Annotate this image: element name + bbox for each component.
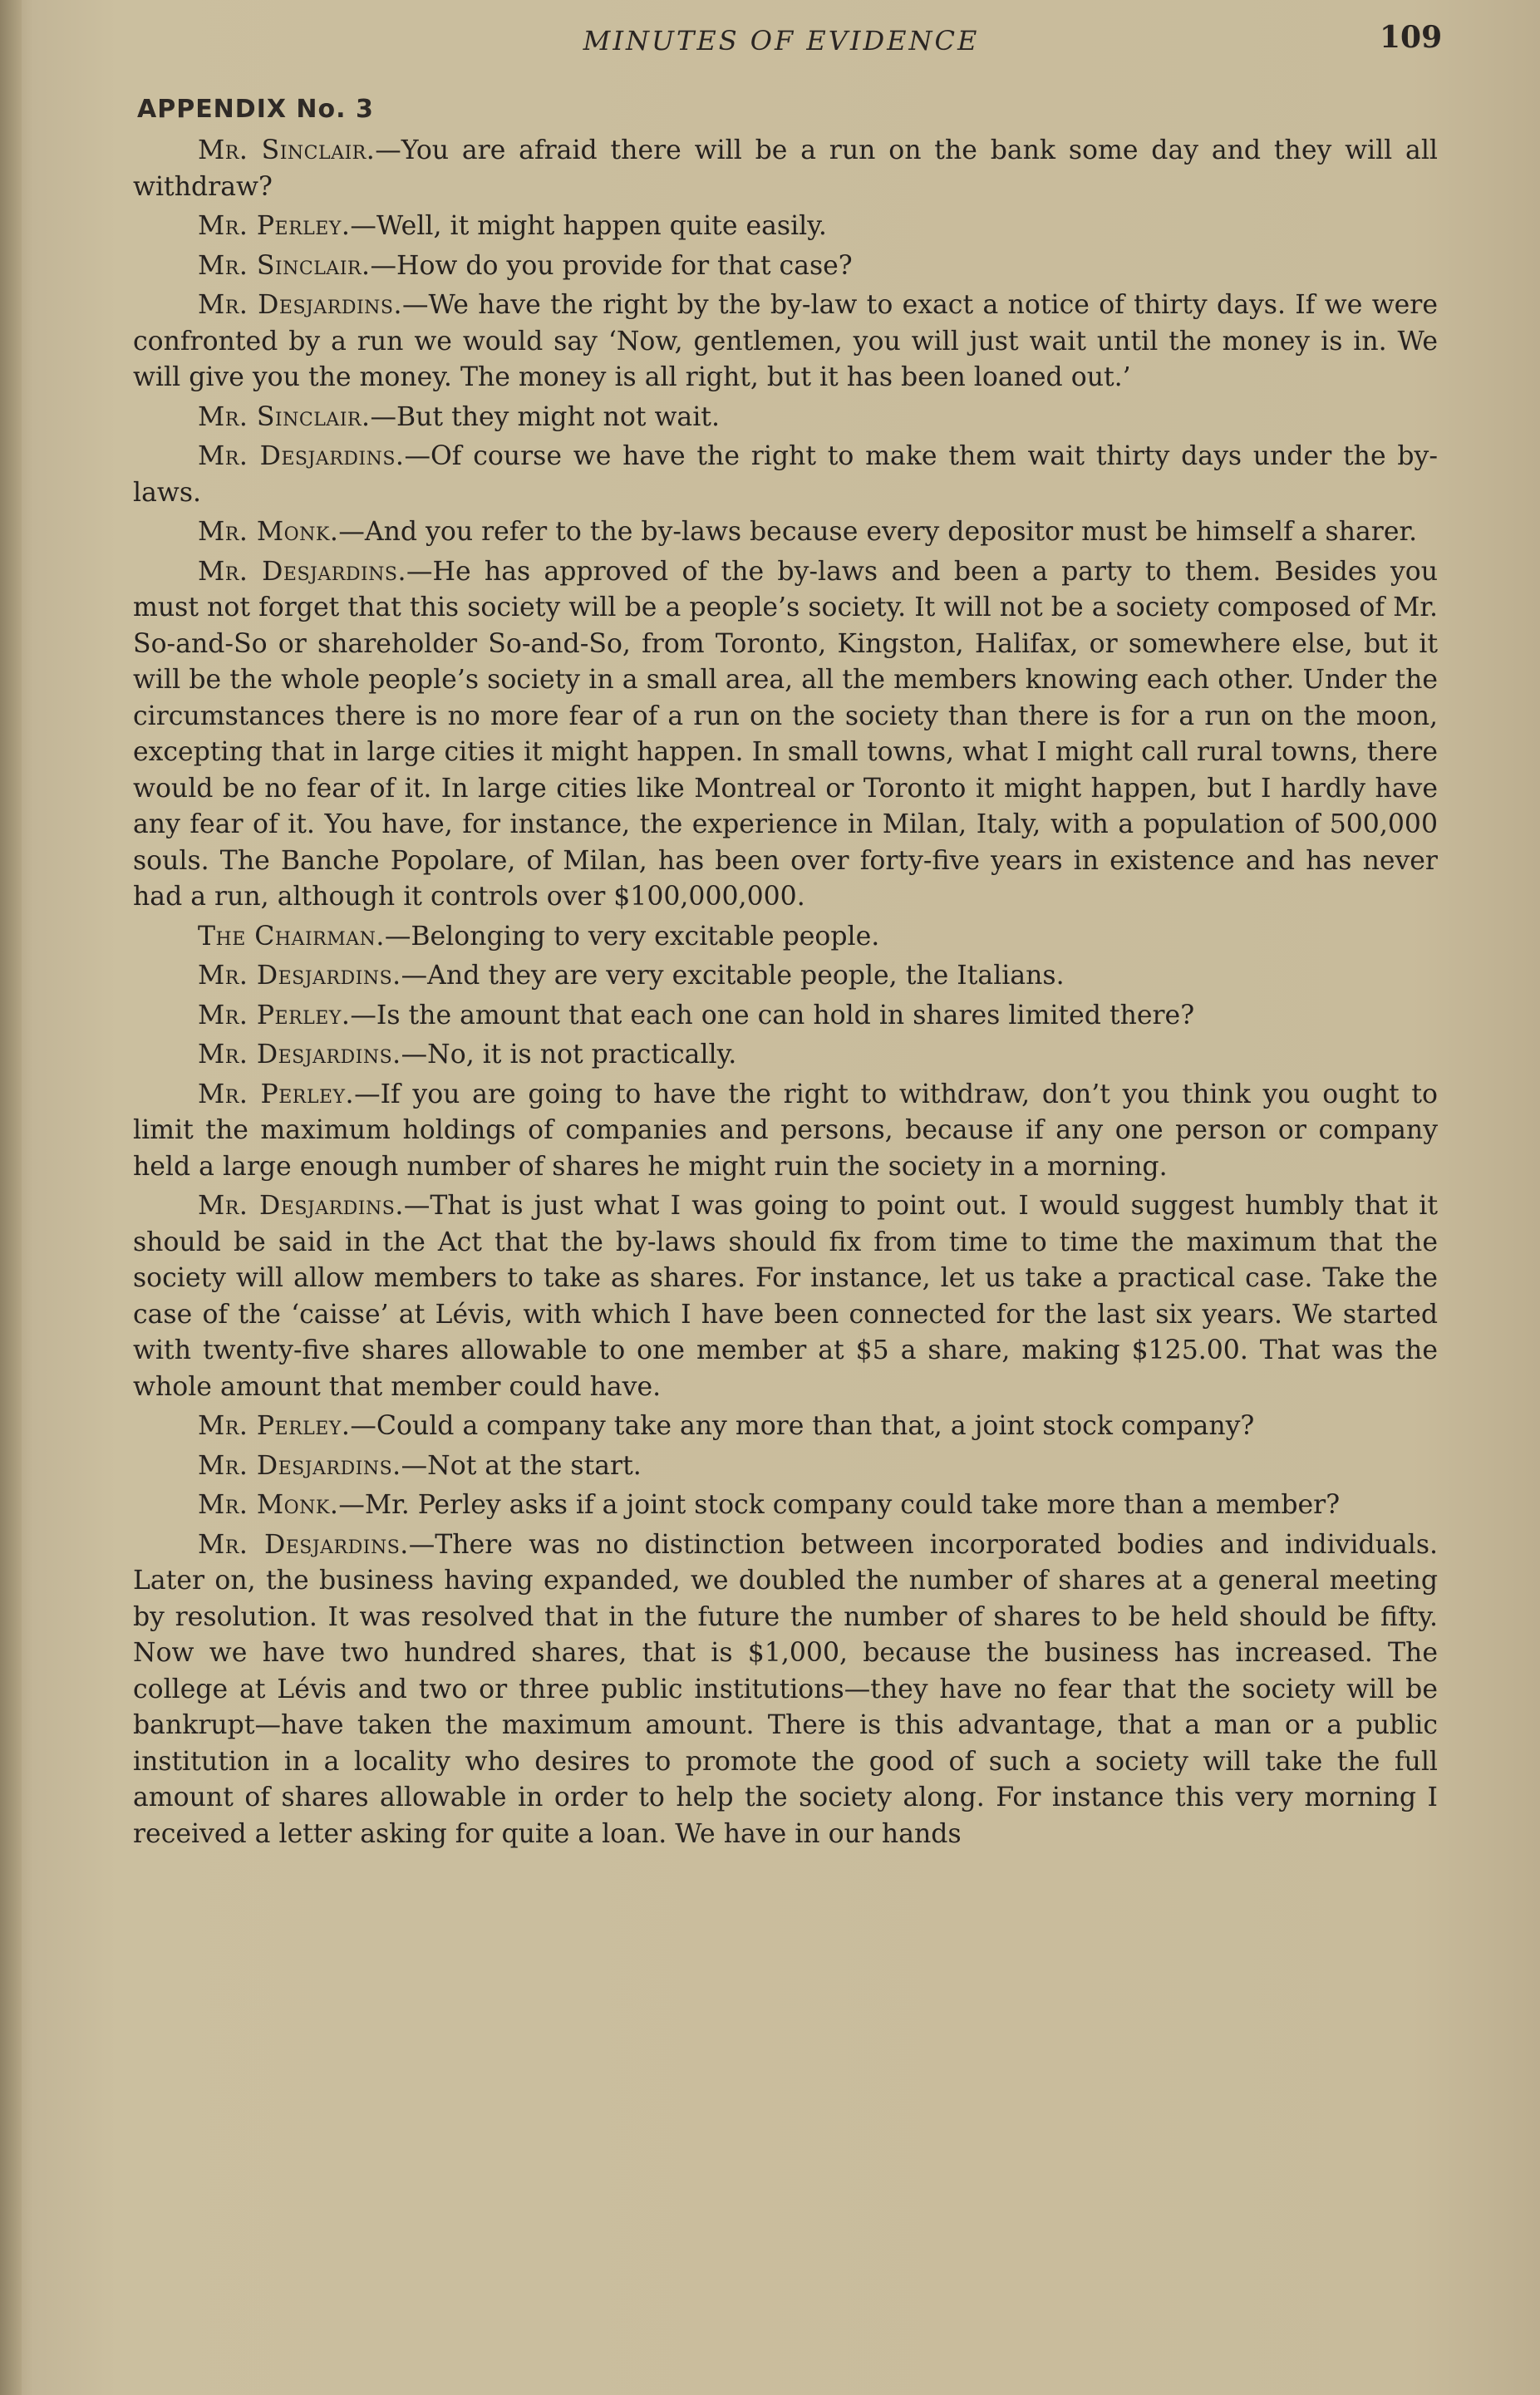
paragraph-text: —Could a company take any more than that, a joint stock company? — [350, 1411, 1255, 1441]
speaker-name: Mr. Desjardins. — [198, 1450, 401, 1481]
speaker-name: Mr. Desjardins. — [198, 290, 402, 320]
paragraph-text: —No, it is not practically. — [401, 1040, 737, 1070]
speaker-name: Mr. Desjardins. — [198, 1191, 404, 1221]
speaker-name: Mr. Desjardins. — [198, 961, 401, 991]
speaker-name: Mr. Perley. — [198, 211, 351, 241]
paragraph — [133, 1188, 1438, 1405]
speaker-name: Mr. Perley. — [198, 1079, 355, 1109]
paragraph — [133, 514, 1438, 551]
paragraph-text: —And they are very excitable people, the Italians. — [401, 961, 1065, 991]
paragraph — [133, 958, 1438, 995]
paragraph — [133, 209, 1438, 245]
paragraph-text: —Mr. Perley asks if a joint stock company could take more than a member? — [338, 1490, 1341, 1520]
running-head — [0, 15, 1540, 65]
evidence-body — [133, 133, 1438, 1856]
speaker-name: The Chairman. — [198, 921, 385, 952]
speaker-name: Mr. Sinclair. — [198, 135, 376, 165]
paragraph-text: —And you refer to the by-laws because every depositor must be himself a sharer. — [338, 517, 1418, 547]
paragraph-text: —If you are going to have the right to withdraw, don’t you think you ought to limit the maximum holdings of companies and persons, because if any one person or company held a large enough number of shares he might ruin the society in a morning. — [133, 1079, 1438, 1182]
page-number: 109 — [1380, 20, 1443, 55]
paragraph — [133, 133, 1438, 205]
speaker-name: Mr. Sinclair. — [198, 250, 371, 281]
paragraph — [133, 554, 1438, 916]
speaker-name: Mr. Sinclair. — [198, 401, 371, 432]
speaker-name: Mr. Monk. — [198, 517, 339, 547]
paragraph-text: —But they might not wait. — [370, 401, 720, 432]
speaker-name: Mr. Monk. — [198, 1490, 339, 1520]
speaker-name: Mr. Perley. — [198, 1000, 351, 1030]
paragraph-text: —He has approved of the by-laws and been a party to them. Besides you must not forget that this society will be a people’s society. It will not be a society composed of Mr. So-and-So or shareholder So-and-So, from Toronto, Kingston, Halifax, or somewhere else, but it will be the whole people’s society in a small area, all the members knowing each other. Under the circumstances there is no more fear of a run on the society than there is for a run on the moon, excepting that in large cities it might happen. In small towns, what I might call rural towns, there would be no fear of it. In large cities like Montreal or Toronto it might happen, but I hardly have any fear of it. You have, for instance, the experience in Milan, Italy, with a population of 500,000 souls. The Banche Popolare, of Milan, has been over forty-five years in existence and has never had a run, although it controls over $100,000,000. — [133, 556, 1438, 912]
paragraph — [133, 288, 1438, 396]
running-title: MINUTES OF EVIDENCE — [583, 25, 980, 57]
paragraph — [133, 1488, 1438, 1524]
page-binding-edge — [0, 0, 22, 2395]
paragraph-text: —We have the right by the by-law to exact a notice of thirty days. If we were confronted by a run we would say ‘Now, gentlemen, you will just wait until the money is in. We will give you the money. The money is all right, but it has been loaned out.’ — [133, 290, 1438, 392]
paragraph — [133, 1448, 1438, 1485]
appendix-heading: APPENDIX No. 3 — [137, 95, 374, 124]
paragraph — [133, 400, 1438, 436]
paragraph — [133, 439, 1438, 511]
paragraph — [133, 1409, 1438, 1445]
speaker-name: Mr. Desjardins. — [198, 1529, 409, 1560]
paragraph-text: —There was no distinction between incorporated bodies and individuals. Later on, the business having expanded, we doubled the number of shares at a general meeting by resolution. It was resolved that in the future the number of shares to be held should be fifty. Now we have two hundred shares, that is $1,000, because the business has increased. The college at Lévis and two or three public institutions—they have no fear that the society will be bankrupt—have taken the maximum amount. There is this advantage, that a man or a public institution in a locality who desires to promote the good of such a society will take the full amount of shares allowable in order to help the society along. For instance this very morning I received a letter asking for quite a loan. We have in our hands — [133, 1529, 1438, 1849]
speaker-name: Mr. Perley. — [198, 1411, 351, 1441]
paragraph-text: —Is the amount that each one can hold in shares limited there? — [350, 1000, 1195, 1030]
paragraph — [133, 998, 1438, 1035]
paragraph-text: —You are afraid there will be a run on the bank some day and they will all withdraw? — [133, 135, 1438, 202]
paragraph-text: —How do you provide for that case? — [370, 250, 853, 281]
paragraph-text: —That is just what I was going to point out. I would suggest humbly that it should be said in the Act that the by-laws should fix from time to time the maximum that the society will allow members to take as shares. For instance, let us take a practical case. Take the case of the ‘caisse’ at Lévis, with which I have been connected for the last six years. We started with twenty-five shares allowable to one member at $5 a share, making $125.00. That was the whole amount that member could have. — [133, 1191, 1438, 1402]
paragraph — [133, 1527, 1438, 1853]
paragraph — [133, 1077, 1438, 1186]
speaker-name: Mr. Desjardins. — [198, 1040, 401, 1070]
speaker-name: Mr. Desjardins. — [198, 556, 406, 587]
paragraph — [133, 919, 1438, 956]
paragraph — [133, 1037, 1438, 1074]
paragraph-text: —Of course we have the right to make them wait thirty days under the by-laws. — [133, 441, 1438, 508]
paragraph-text: —Not at the start. — [401, 1450, 642, 1481]
speaker-name: Mr. Desjardins. — [198, 441, 405, 471]
paragraph-text: —Well, it might happen quite easily. — [350, 211, 827, 241]
paragraph-text: —Belonging to very excitable people. — [384, 921, 880, 952]
paragraph — [133, 248, 1438, 285]
